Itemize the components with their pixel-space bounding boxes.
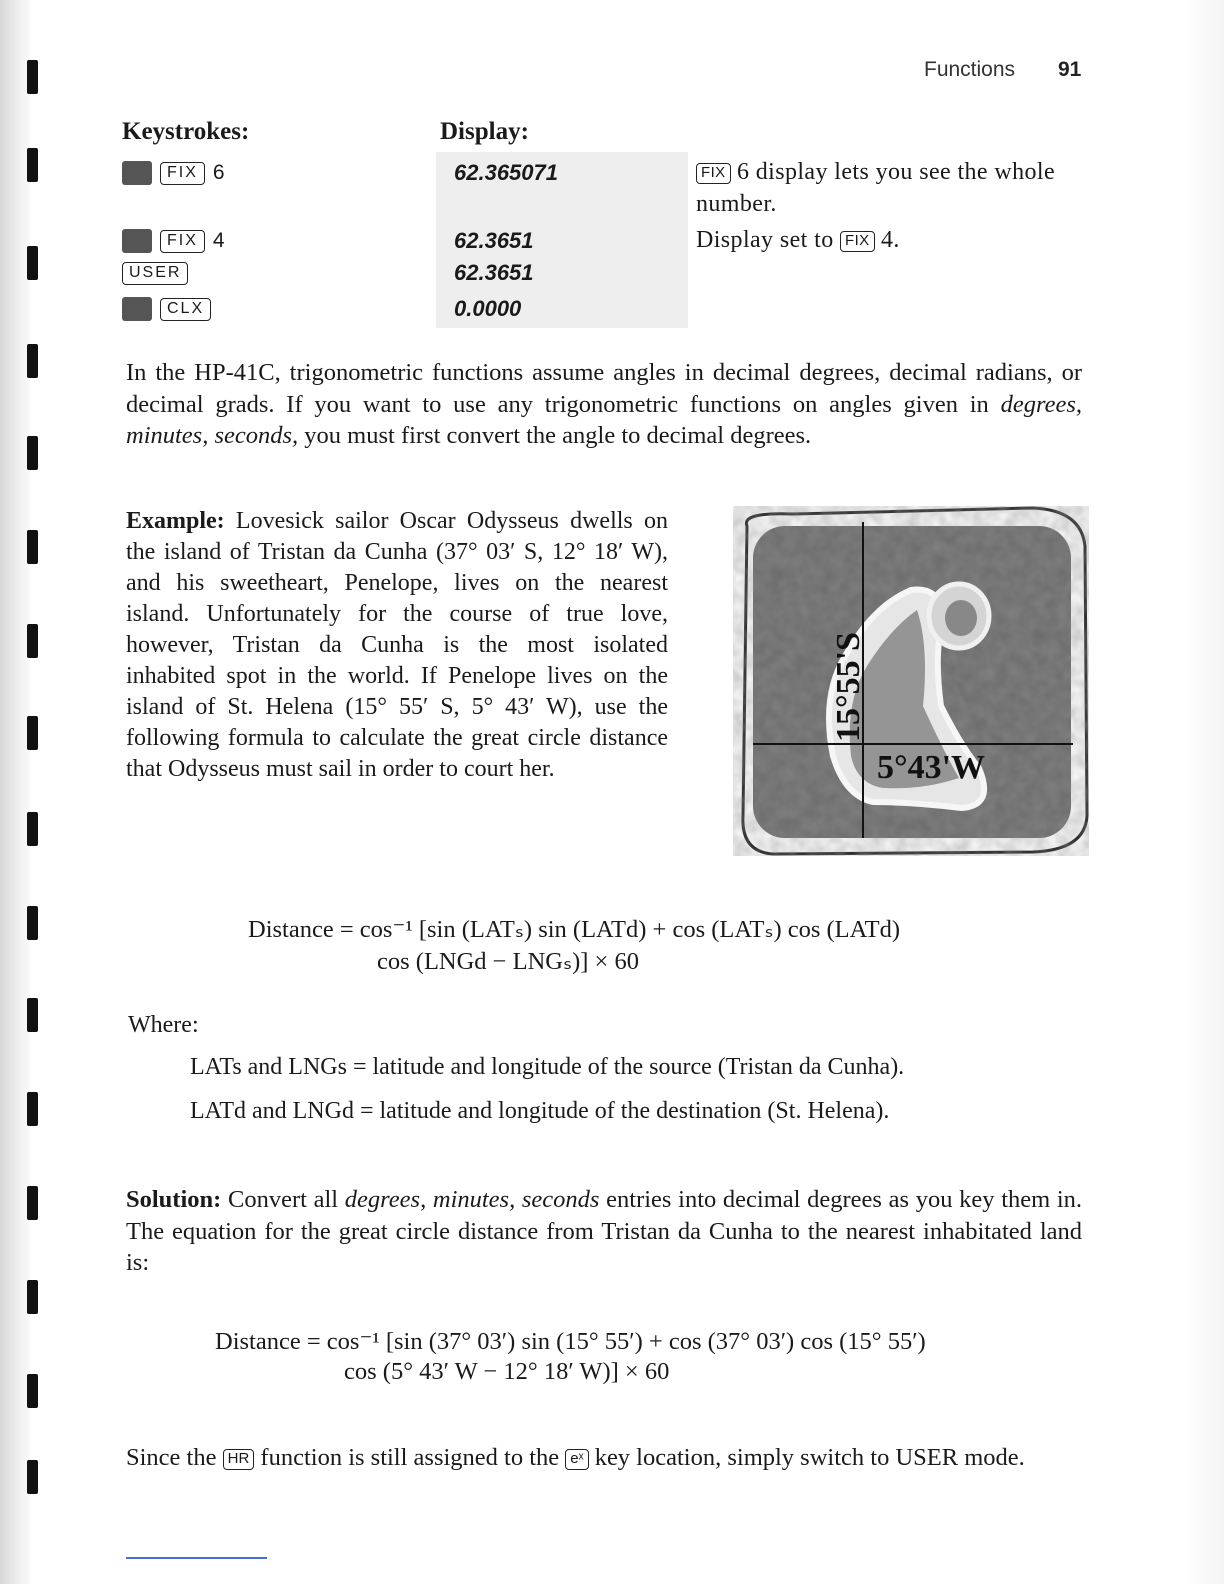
page-number: 91 xyxy=(1058,58,1082,81)
where-label: Where: xyxy=(128,1012,199,1038)
distance-formula-line-2: cos (LNGd − LNGₛ)] × 60 xyxy=(377,948,639,975)
numeric-formula-line-1: Distance = cos⁻¹ [sin (37° 03′) sin (15° 55′) + cos (37° 03′) cos (15° 55′) xyxy=(215,1328,926,1355)
intro-paragraph: In the HP-41C, trigonometric functions assume angles in decimal degrees, decimal radians, or decimal grads. If you want to use any trigonometric functions on angles given in degrees, minutes, seconds, you must first convert the angle to decimal degrees. xyxy=(126,359,1082,449)
binding-spine xyxy=(0,0,30,1584)
example-label: Example: xyxy=(126,508,225,534)
clx-key: CLX xyxy=(160,298,211,321)
keystroke-arg: 6 xyxy=(212,161,225,184)
keystroke-row-2 xyxy=(122,228,225,254)
shift-key-icon xyxy=(122,297,152,321)
note-row-2: Display set to FIX 4. xyxy=(696,227,900,253)
definition-source: LATs and LNGs = latitude and longitude of the source (Tristan da Cunha). xyxy=(190,1054,905,1080)
display-value-2: 62.3651 xyxy=(454,228,534,253)
note-row-1: FIX 6 display lets you see the whole number. xyxy=(696,159,1056,217)
user-key: USER xyxy=(122,262,188,285)
keystroke-row-1 xyxy=(122,160,225,186)
shift-key-icon xyxy=(122,161,152,185)
fix-key: FIX xyxy=(160,230,205,253)
fix-key: FIX xyxy=(160,162,205,185)
display-value-4: 0.0000 xyxy=(454,296,522,321)
footnote-rule xyxy=(126,1557,267,1559)
example-paragraph: Example: Lovesick sailor Oscar Odysseus dwells on the island of Tristan da Cunha (37° 03′ S, 12° 18′ W), and his sweetheart, Penelope, lives on the nearest island. Unfortunately for the course of true love, however, Tristan da Cunha is the most isolated inhabited spot in the world. If Penelope lives on the island of St. Helena (15° 55′ S, 5° 43′ W), use the following formula to calculate the great circle distance that Odysseus must sail in order to court her. xyxy=(126,508,668,782)
page-edge-shadow xyxy=(1184,0,1224,1584)
display-value-1: 62.365071 xyxy=(454,160,558,185)
shift-key-icon xyxy=(122,229,152,253)
keystroke-row-4 xyxy=(122,296,211,322)
exp-key-inline: eˣ xyxy=(565,1449,588,1470)
closing-paragraph: Since the HR function is still assigned to the eˣ key location, simply switch to USER mode. xyxy=(126,1444,1025,1471)
distance-formula-line-1: Distance = cos⁻¹ [sin (LATₛ) sin (LATd) + cos (LATₛ) cos (LATd) xyxy=(248,916,901,943)
running-header-title: Functions xyxy=(924,58,1016,81)
solution-label: Solution: xyxy=(126,1186,222,1213)
definition-destination: LATd and LNGd = latitude and longitude of the destination (St. Helena). xyxy=(190,1098,890,1124)
fix-key-inline: FIX xyxy=(696,163,731,184)
solution-paragraph: Solution: Convert all degrees, minutes, seconds entries into decimal degrees as you key them in. The equation for the great circle distance from Tristan da Cunha to the nearest inhabitated land is: xyxy=(126,1186,1083,1276)
fix-key-inline: FIX xyxy=(840,231,875,252)
keystroke-arg: 4 xyxy=(212,229,225,252)
keystroke-row-3 xyxy=(122,260,188,286)
island-map-illustration xyxy=(733,506,1089,856)
display-value-3: 62.3651 xyxy=(454,260,534,285)
numeric-formula-line-2: cos (5° 43′ W − 12° 18′ W)] × 60 xyxy=(344,1358,670,1385)
latitude-label: 15°55'S xyxy=(830,632,867,742)
longitude-label: 5°43'W xyxy=(877,749,986,786)
keystrokes-heading: Keystrokes: xyxy=(122,118,250,145)
hr-key-inline: HR xyxy=(223,1449,255,1470)
display-heading: Display: xyxy=(440,118,529,145)
